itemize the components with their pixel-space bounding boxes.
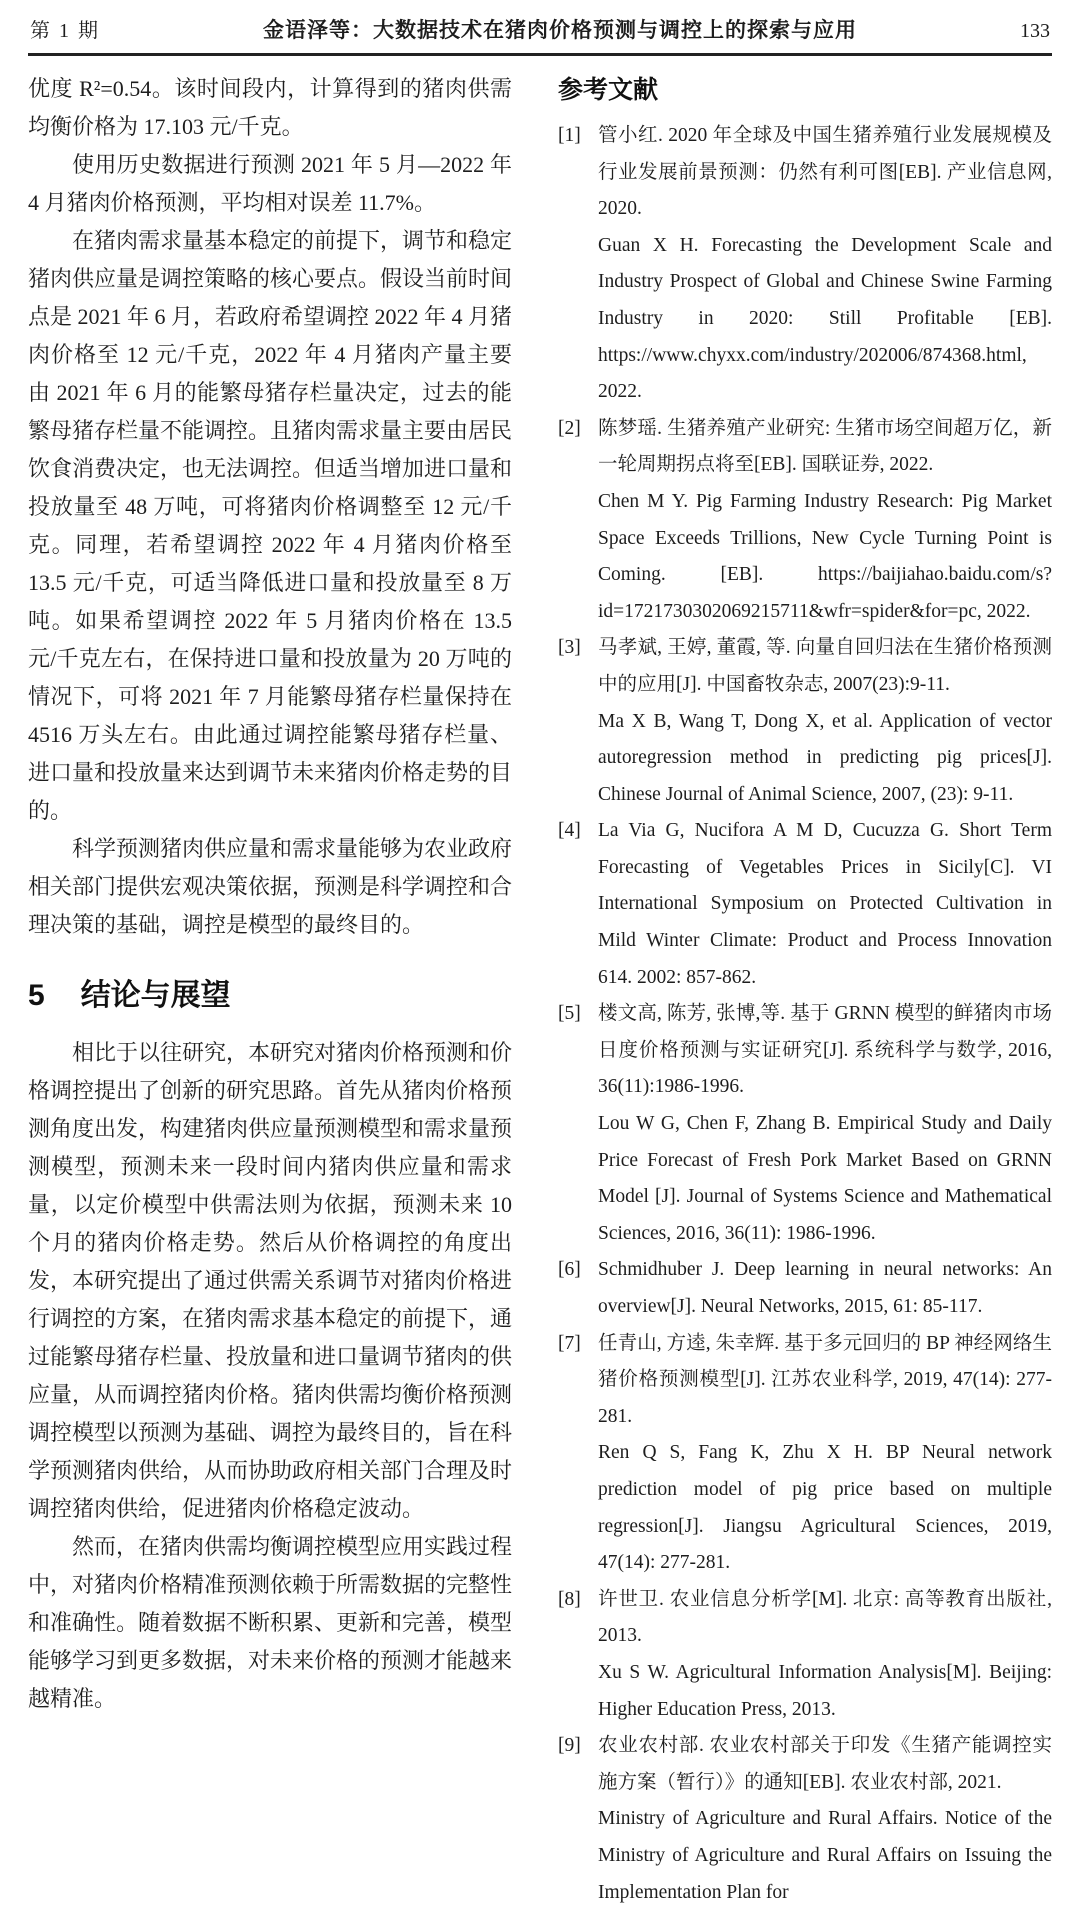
- references-column: [558, 70, 1052, 1911]
- reference-item: [558, 996, 1052, 1252]
- reference-item: [558, 813, 1052, 996]
- reference-item: [558, 1252, 1052, 1325]
- section-title: 结论与展望: [80, 979, 231, 1012]
- reference-english-text: Lou W G, Chen F, Zhang B. Empirical Study and Daily Price Forecast of Fresh Pork Market Based on GRNN Model [J]. Journal of Systems Science and Mathematical Sciences, 2016, 36(11): 1986-1996.: [598, 1113, 1052, 1244]
- paragraph: 然而，在猪肉供需均衡调控模型应用实践过程中，对猪肉价格精准预测依赖于所需数据的完整性和准确性。随着数据不断积累、更新和完善，模型能够学习到更多数据，对未来价格的预测才能越来越精准。: [28, 1534, 513, 1711]
- reference-label: [8]: [558, 1588, 581, 1610]
- reference-chinese-text: 陈梦瑶. 生猪养殖产业研究: 生猪市场空间超万亿，新一轮周期拐点将至[EB]. 国联证券, 2022.: [598, 417, 1052, 476]
- reference-item: [558, 1326, 1052, 1582]
- reference-chinese-text: 农业农村部. 农业农村部关于印发《生猪产能调控实施方案（暂行）》的通知[EB]. 农业农村部, 2021.: [598, 1735, 1052, 1793]
- reference-chinese-text: 任青山, 方逵, 朱幸辉. 基于多元回归的 BP 神经网络生猪价格预测模型[J]. 江苏农业科学, 2019, 47(14): 277-281.: [598, 1332, 1052, 1427]
- reference-chinese-text: 马孝斌, 王婷, 董霞, 等. 向量自回归法在生猪价格预测中的应用[J]. 中国畜牧杂志, 2007(23):9-11.: [598, 637, 1052, 695]
- reference-label: [9]: [558, 1735, 581, 1757]
- two-column-layout: [28, 70, 1052, 1911]
- paragraph: 使用历史数据进行预测 2021 年 5 月—2022 年 4 月猪肉价格预测，平均相对误差 11.7%。: [28, 152, 512, 215]
- reference-english-text: Xu S W. Agricultural Information Analysis[M]. Beijing: Higher Education Press, 2013.: [598, 1661, 1052, 1720]
- reference-english-text: Ma X B, Wang T, Dong X, et al. Application of vector autoregression method in predicting pig prices[J]. Chinese Journal of Animal Science, 2007, (23): 9-11.: [598, 710, 1052, 805]
- reference-chinese-text: 管小红. 2020 年全球及中国生猪养殖行业发展规模及行业发展前景预测：仍然有利可图[EB]. 产业信息网, 2020.: [598, 125, 1052, 220]
- reference-label: [4]: [558, 820, 581, 842]
- paragraph: 在猪肉需求量基本稳定的前提下，调节和稳定猪肉供应量是调控策略的核心要点。假设当前时间点是 2021 年 6 月，若政府希望调控 2022 年 4 月猪肉价格至 12 元/千克，2022 年 4 月猪肉产量主要由 2021 年 6 月的能繁母猪存栏量决定，过去的能繁母猪存栏量不能调控。且猪肉需求量主要由居民饮食消费决定，也无法调控。但适当增加进口量和投放量至 48 万吨，可将猪肉价格调整至 12 元/千克。同理，若希望调控 2022 年 4 月猪肉价格至 13.5 元/千克，可适当降低进口量和投放量至 8 万吨。如果希望调控 2022 年 5 月猪肉价格在 13.5 元/千克左右，在保持进口量和投放量为 20 万吨的情况下，可将 2021 年 7 月能繁母猪存栏量保持在 4516 万头左右。由此通过调控能繁母猪存栏量、进口量和投放量来达到调节未来猪肉价格走势的目的。: [28, 228, 513, 823]
- issue-label: 第 1 期: [30, 20, 100, 42]
- running-title: 金语泽等：大数据技术在猪肉价格预测与调控上的探索与应用: [263, 19, 857, 42]
- reference-item: [558, 630, 1052, 813]
- reference-item: [558, 411, 1052, 631]
- references-heading: 参考文献: [558, 76, 659, 104]
- reference-english-text: Ren Q S, Fang K, Zhu X H. BP Neural network prediction model of pig price based on multiple regression[J]. Jiangsu Agricultural Sciences, 2019, 47(14): 277-281.: [598, 1442, 1052, 1574]
- paragraph: 优度 R²=0.54。该时间段内，计算得到的猪肉供需均衡价格为 17.103 元/千克。: [28, 76, 512, 139]
- left-column: [28, 70, 512, 1911]
- reference-label: [5]: [558, 1003, 581, 1025]
- reference-chinese-text: 许世卫. 农业信息分析学[M]. 北京: 高等教育出版社, 2013.: [598, 1588, 1052, 1647]
- reference-label: [6]: [558, 1259, 581, 1281]
- page-number: 133: [1020, 20, 1050, 42]
- reference-label: [2]: [558, 417, 581, 439]
- paragraph: 科学预测猪肉供应量和需求量能够为农业政府相关部门提供宏观决策依据，预测是科学调控和合理决策的基础，调控是模型的最终目的。: [28, 836, 513, 937]
- reference-item: [558, 118, 1052, 411]
- reference-item: [558, 1728, 1052, 1911]
- reference-english-text: Guan X H. Forecasting the Development Scale and Industry Prospect of Global and Chinese Swine Farming Industry in 2020: Still Profitable [EB]. https://www.chyxx.com/industry/202006/874368.html, 2022.: [598, 234, 1052, 403]
- reference-chinese-text: 楼文高, 陈芳, 张博,等. 基于 GRNN 模型的鲜猪肉市场日度价格预测与实证研究[J]. 系统科学与数学, 2016, 36(11):1986-1996.: [598, 1003, 1052, 1098]
- page-header: [28, 12, 1052, 56]
- reference-item: [558, 1582, 1052, 1728]
- reference-english-text: Ministry of Agriculture and Rural Affairs. Notice of the Ministry of Agriculture and Rural Affairs on Issuing the Implementation Plan for: [598, 1808, 1052, 1903]
- reference-label: [3]: [558, 637, 581, 659]
- reference-label: [7]: [558, 1332, 581, 1354]
- paragraph: 相比于以往研究，本研究对猪肉价格预测和价格调控提出了创新的研究思路。首先从猪肉价格预测角度出发，构建猪肉供应量预测模型和需求量预测模型，预测未来一段时间内猪肉供应量和需求量，以定价模型中供需法则为依据，预测未来 10 个月的猪肉价格走势。然后从价格调控的角度出发，本研究提出了通过供需关系调节对猪肉价格进行调控的方案，在猪肉需求基本稳定的前提下，通过能繁母猪存栏量、投放量和进口量调节猪肉的供应量，从而调控猪肉价格。猪肉供需均衡价格预测调控模型以预测为基础、调控为最终目的，旨在科学预测猪肉供给，从而协助政府相关部门合理及时调控猪肉供给，促进猪肉价格稳定波动。: [28, 1040, 513, 1521]
- reference-english-text: Schmidhuber J. Deep learning in neural networks: An overview[J]. Neural Networks, 2015, 61: 85-117.: [598, 1259, 1052, 1317]
- reference-label: [1]: [558, 125, 581, 146]
- reference-english-text: Chen M Y. Pig Farming Industry Research: Pig Market Space Exceeds Trillions, New Cycle Turning Point is Coming. [EB]. https://baijiahao.baidu.com/s?id=1721730302069215711&wfr=spider&for=pc, 2022.: [598, 490, 1052, 622]
- section-number: 5: [28, 979, 45, 1012]
- reference-english-text: La Via G, Nucifora A M D, Cucuzza G. Short Term Forecasting of Vegetables Prices in Sicily[C]. VI International Symposium on Protected Cultivation in Mild Winter Climate: Product and Process Innovation 614. 2002: 857-862.: [598, 820, 1052, 988]
- section-heading: [28, 970, 512, 1014]
